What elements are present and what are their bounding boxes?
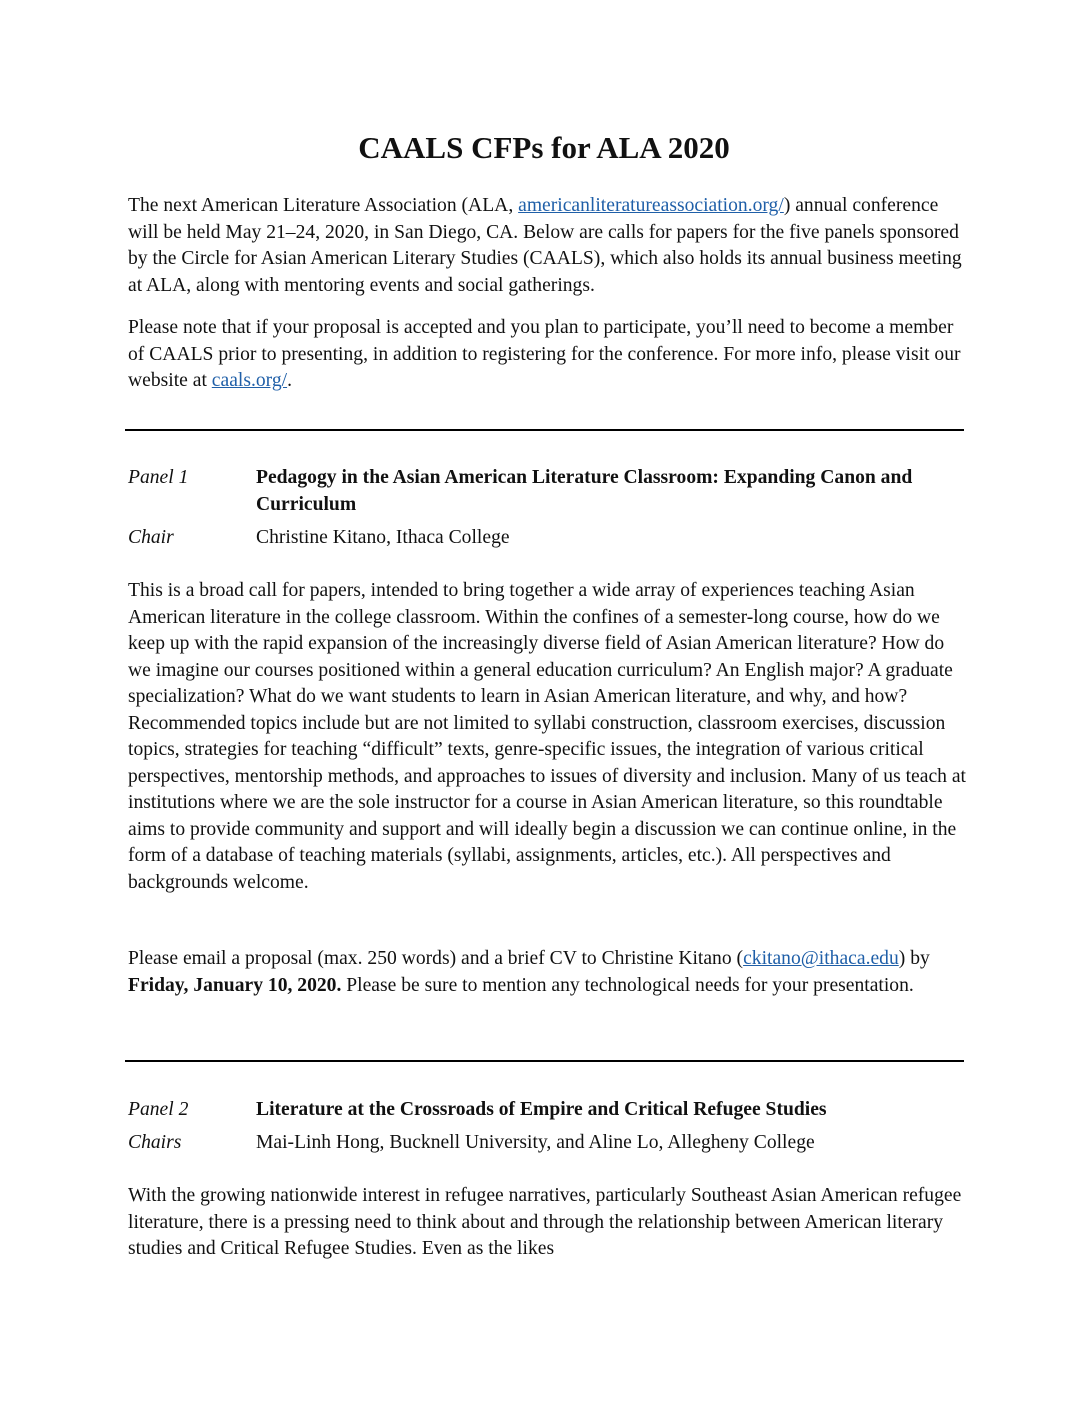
panel-1-submission [128,946,968,999]
panel-2-header [128,1097,968,1124]
panel-1-submission-before: Please email a proposal (max. 250 words) and a brief CV to Christine Kitano ( [128,948,744,969]
panel-1-chair-label: Chair [128,527,174,548]
section-divider [125,1060,964,1062]
ala-website-link[interactable]: americanliteratureassociation.org/ [518,195,784,216]
panel-2-chair-label: Chairs [128,1132,182,1153]
panel-2-title: Literature at the Crossroads of Empire and Critical Refugee Studies [256,1099,827,1120]
intro-p1-text-before: The next American Literature Association (ALA, [128,195,519,216]
panel-1-chair: Christine Kitano, Ithaca College [256,527,510,548]
panel-2-chairs: Mai-Linh Hong, Bucknell University, and Aline Lo, Allegheny College [256,1132,815,1153]
panel-1-submission-mid: ) by [898,948,930,969]
intro-paragraph-1 [128,193,968,299]
panel-1-description: This is a broad call for papers, intended to bring together a wide array of experiences teaching Asian American literature in the college classroom. Within the confines of a semester-long course, how do we keep up with the rapid expansion of the increasingly diverse field of Asian American literature? How do we imagine our courses positioned within a general education curriculum? An English major? A graduate specialization? What do we want students to learn in Asian American literature, and why, and how? Recommended topics include but are not limited to syllabi construction, classroom exercises, discussion topics, strategies for teaching “difficult” texts, genre-specific issues, the integration of various critical perspectives, mentorship methods, and approaches to issues of diversity and inclusion. Many of us teach at institutions where we are the sole instructor for a course in Asian American literature, so this roundtable aims to provide community and support and will ideally begin a discussion we can continue online, in the form of a database of teaching materials (syllabi, assignments, articles, etc.). All perspectives and backgrounds welcome. [128,580,966,893]
panel-2-label: Panel 2 [128,1099,189,1120]
panel-1-email-link[interactable]: ckitano@ithaca.edu [743,948,899,969]
panel-1-chair-row [128,525,968,552]
caals-website-link[interactable]: caals.org/ [211,370,288,391]
intro-p2-text-after: . [287,370,292,391]
document-title: CAALS CFPs for ALA 2020 [358,130,730,165]
section-divider [125,429,964,431]
panel-2-description: With the growing nationwide interest in refugee narratives, particularly Southeast Asian American refugee literature, there is a pressing need to think about and through the relationship between American literary studies and Critical Refugee Studies. Even as the likes [128,1185,962,1259]
intro-p1-text-after: ) annual conference will be held May 21–24, 2020, in San Diego, CA. Below are calls for papers for the five panels sponsored by the Circle for Asian American Literary Studies (CAALS), which also holds its annual business meeting at ALA, along with mentoring events and social gatherings. [128,195,962,296]
panel-2-chair-row [128,1130,968,1157]
intro-p2-text-before: Please note that if your proposal is accepted and you plan to participate, you’ll need to become a member of CAALS prior to presenting, in addition to registering for the conference. For more info, please visit our website at [128,317,961,391]
panel-1-label: Panel 1 [128,467,189,488]
intro-paragraph-2 [128,315,968,395]
panel-1-title: Pedagogy in the Asian American Literature Classroom: Expanding Canon and Curriculum [256,467,913,515]
panel-1-submission-after: Please be sure to mention any technological needs for your presentation. [341,974,914,996]
panel-1-header [128,465,968,518]
panel-1-deadline: Friday, January 10, 2020. [128,974,342,996]
